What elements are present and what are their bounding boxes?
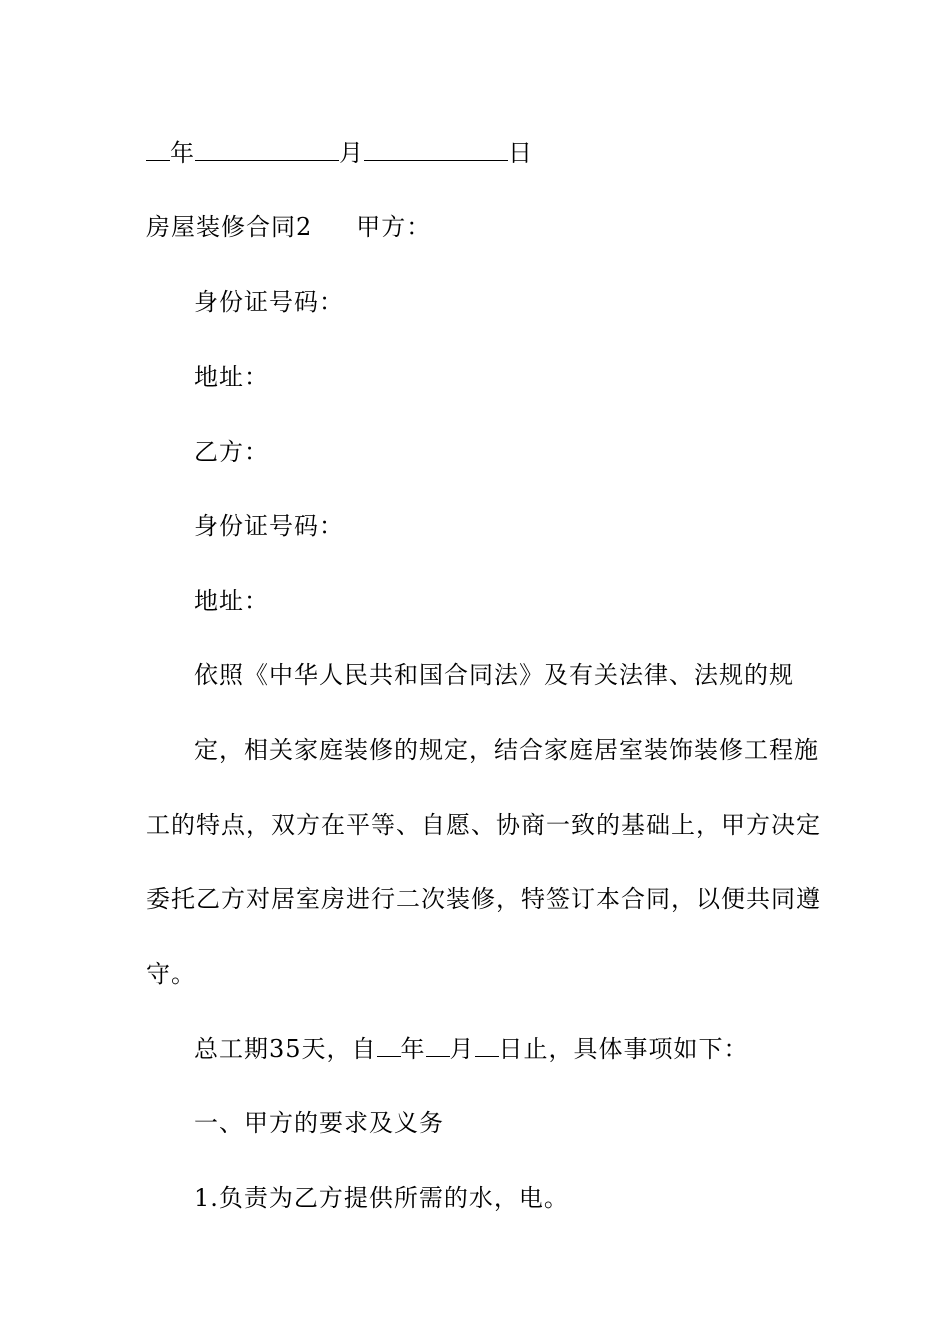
- party-b-id-label: 身份证号码：: [194, 512, 344, 540]
- period-line: [194, 1034, 749, 1064]
- item-one: 1.负责为乙方提供所需的水，电。: [194, 1184, 569, 1212]
- title-line: [146, 212, 431, 242]
- party-b-address-label: 地址：: [194, 587, 269, 615]
- date-line: [146, 138, 533, 168]
- intro-line-1: 依照《中华人民共和国合同法》及有关法律、法规的规: [194, 661, 794, 689]
- date-day-label: 日: [508, 139, 533, 167]
- party-a-address-label: 地址：: [194, 363, 269, 391]
- blank-period-month: [426, 1034, 450, 1057]
- period-day-suffix: 日止，具体事项如下：: [498, 1035, 749, 1063]
- intro-line-3: 工的特点，双方在平等、自愿、协商一致的基础上，甲方决定: [146, 811, 821, 839]
- section-one-title: 一、甲方的要求及义务: [194, 1109, 444, 1137]
- period-prefix: 总工期35天，自: [194, 1035, 377, 1063]
- date-year-label: 年: [170, 139, 195, 167]
- intro-line-2: 定，相关家庭装修的规定，结合家庭居室装饰装修工程施: [194, 736, 819, 764]
- blank-day: [364, 138, 508, 161]
- party-b-label: 乙方：: [194, 438, 269, 466]
- period-year-label: 年: [400, 1035, 426, 1063]
- blank-year: [146, 138, 170, 161]
- intro-line-4: 委托乙方对居室房进行二次装修，特签订本合同，以便共同遵: [146, 885, 821, 913]
- intro-line-5: 守。: [146, 960, 196, 988]
- party-a-id-label: 身份证号码：: [194, 288, 344, 316]
- document-title: 房屋装修合同2: [146, 213, 313, 241]
- blank-period-year: [377, 1034, 401, 1057]
- blank-month: [195, 138, 339, 161]
- blank-period-day: [475, 1034, 499, 1057]
- party-a-label: 甲方：: [356, 213, 432, 241]
- period-month-label: 月: [449, 1035, 475, 1063]
- date-month-label: 月: [339, 139, 364, 167]
